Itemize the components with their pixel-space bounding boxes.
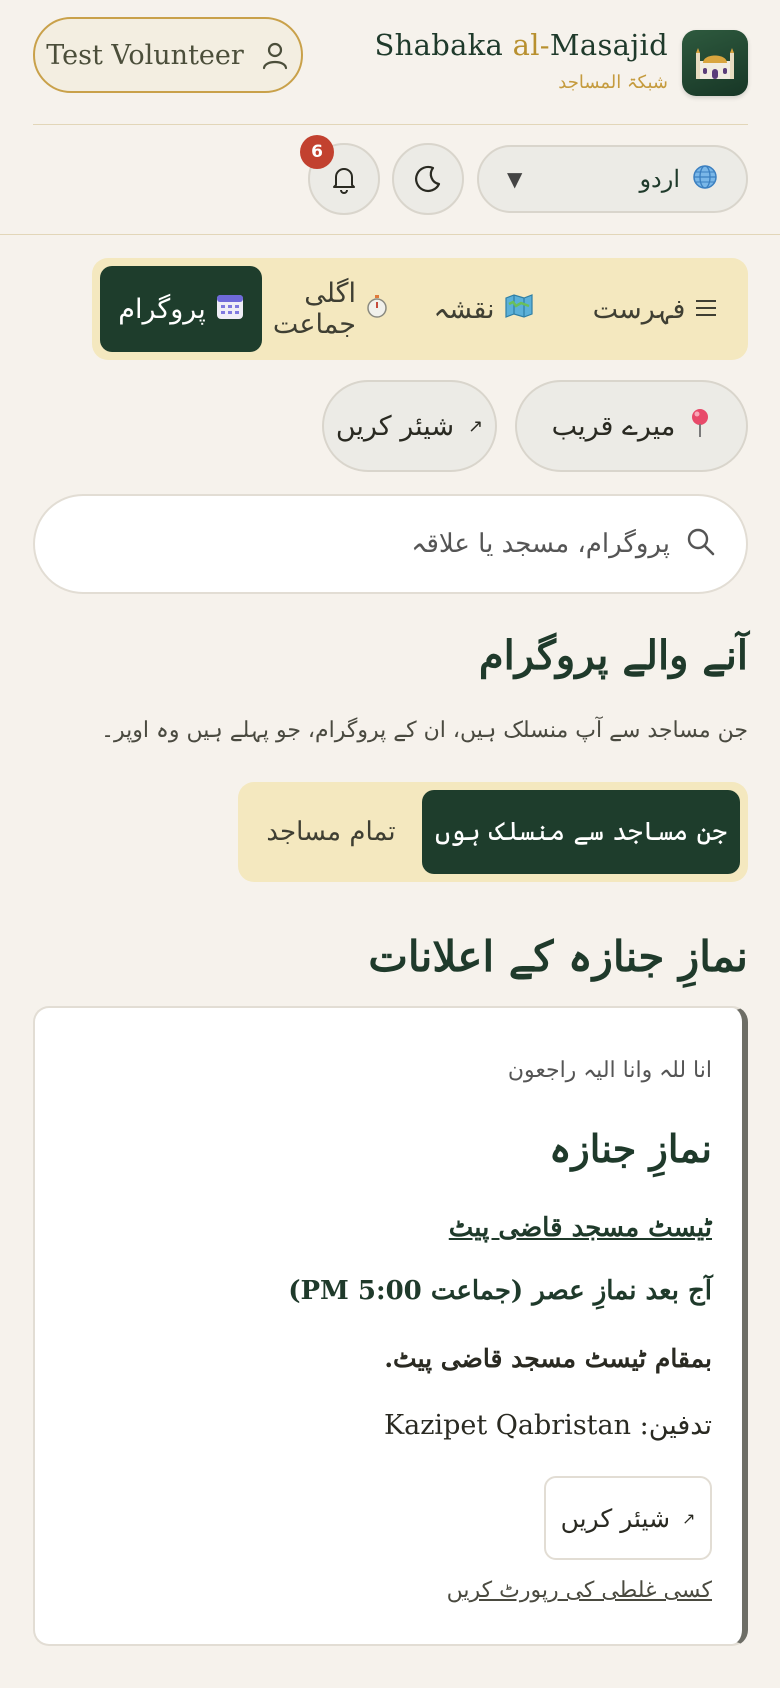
- volunteer-account-button[interactable]: [33, 17, 303, 93]
- stopwatch-icon: [366, 294, 388, 325]
- map-icon: [505, 294, 533, 325]
- filter-all-mosques[interactable]: تمام مساجد: [266, 817, 396, 847]
- app-header: [0, 0, 780, 126]
- moon-icon: [413, 164, 443, 194]
- tab-next-jamaat[interactable]: اگلی جماعت: [218, 266, 388, 352]
- share-arrow-icon: ↗: [468, 415, 484, 437]
- brand-subtitle: شبکۃ المساجد: [558, 72, 668, 93]
- search-input[interactable]: [110, 529, 670, 559]
- calendar-icon: [216, 292, 244, 327]
- tab-list[interactable]: فہرست: [580, 266, 730, 352]
- list-icon: [695, 294, 717, 325]
- brand: [374, 28, 668, 93]
- share-button[interactable]: ↗ شیئر کریں: [322, 380, 497, 472]
- volunteer-label: Test Volunteer: [46, 39, 244, 71]
- near-me-button[interactable]: میرے قریب: [515, 380, 748, 472]
- header-divider: [33, 124, 748, 125]
- card-inna-lillah: انا للہ وانا الیہ راجعون: [507, 1058, 712, 1083]
- card-title: نمازِ جنازہ: [549, 1126, 712, 1171]
- search-icon: [686, 527, 716, 561]
- card-place: بمقام ٹیسٹ مسجد قاضی پیٹ.: [384, 1344, 712, 1373]
- theme-toggle-button[interactable]: [392, 143, 464, 215]
- card-burial: تدفین: Kazipet Qabristan: [383, 1410, 712, 1441]
- programs-section-title: آنے والے پروگرام: [478, 632, 748, 679]
- user-icon: [260, 40, 290, 70]
- brand-name: Shabaka al-Masajid: [374, 28, 668, 62]
- card-report-error-link[interactable]: کسی غلطی کی رپورٹ کریں: [446, 1578, 712, 1603]
- tab-map[interactable]: نقشہ: [408, 266, 558, 352]
- programs-filter-toggle: [238, 782, 748, 882]
- pin-icon: [689, 408, 711, 445]
- funeral-announcement-card: [33, 1006, 748, 1646]
- filter-linked-mosques[interactable]: جن مساجد سے منسلک ہوں: [422, 790, 740, 874]
- card-time: آج بعد نمازِ عصر (جماعت 5:00 PM): [288, 1276, 712, 1306]
- notification-count-badge: 6: [300, 135, 334, 169]
- share-arrow-icon: ↗: [682, 1508, 696, 1528]
- funeral-section-title: نمازِ جنازہ کے اعلانات: [368, 932, 748, 981]
- mosque-logo-icon[interactable]: [682, 30, 748, 96]
- bell-icon: [328, 163, 360, 195]
- caret-down-icon: ▼: [507, 167, 523, 191]
- search-bar[interactable]: [33, 494, 748, 594]
- controls-divider: [0, 234, 780, 235]
- card-mosque-link[interactable]: ٹیسٹ مسجد قاضی پیٹ: [448, 1213, 712, 1243]
- programs-section-description: جن مساجد سے آپ منسلک ہیں، ان کے پروگرام، جو پہلے ہیں وہ اوپر۔: [101, 718, 748, 743]
- language-selected-label: اردو: [639, 165, 680, 193]
- tab-programs[interactable]: پروگرام: [100, 266, 262, 352]
- language-select[interactable]: [477, 145, 748, 213]
- view-tabs: [92, 258, 748, 360]
- card-share-button[interactable]: ↗ شیئر کریں: [544, 1476, 712, 1560]
- globe-icon: [692, 164, 718, 194]
